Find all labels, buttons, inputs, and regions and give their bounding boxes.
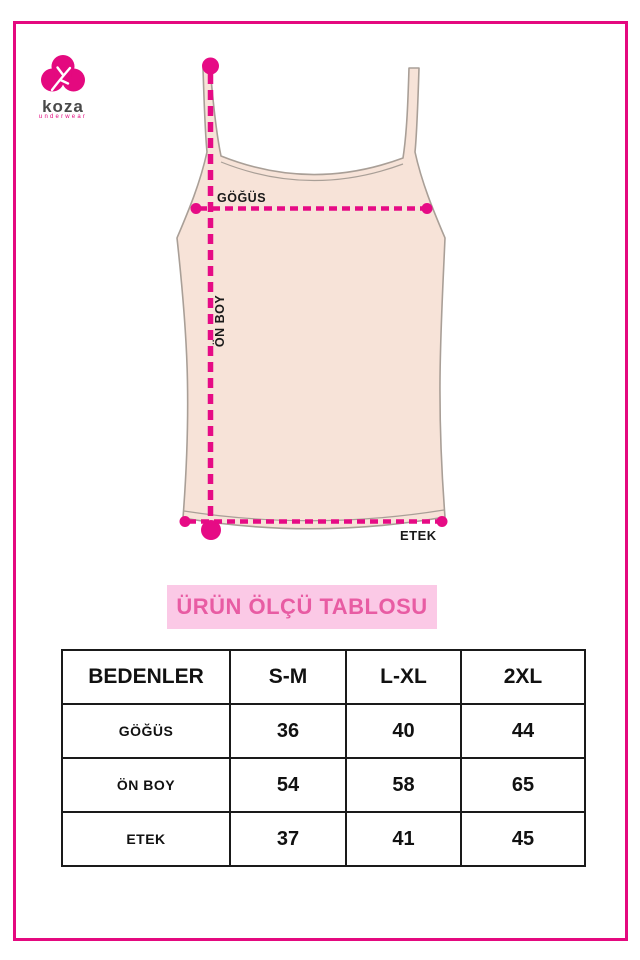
front-length-2xl: 65 <box>461 758 585 812</box>
header-2xl: 2XL <box>461 650 585 704</box>
garment-diagram <box>80 45 480 555</box>
row-label-front-length: ÖN BOY <box>62 758 230 812</box>
hem-s-m: 37 <box>230 812 346 866</box>
hem-left-dot <box>180 516 191 527</box>
chest-label: GÖĞÜS <box>217 191 267 205</box>
title-banner <box>167 585 437 629</box>
chest-right-dot <box>422 203 433 214</box>
row-label-hem: ETEK <box>62 812 230 866</box>
table-header-row <box>62 650 585 704</box>
front-length-top-dot <box>202 58 219 75</box>
table-row-front-length <box>62 758 585 812</box>
table-row-chest <box>62 704 585 758</box>
hem-label: ETEK <box>400 528 437 543</box>
hem-2xl: 45 <box>461 812 585 866</box>
front-length-label: ÖN BOY <box>213 294 227 348</box>
header-l-xl: L-XL <box>346 650 461 704</box>
size-table <box>61 649 586 867</box>
header-s-m: S-M <box>230 650 346 704</box>
page-title: ÜRÜN ÖLÇÜ TABLOSU <box>176 594 428 619</box>
header-bedenler: BEDENLER <box>62 650 230 704</box>
front-length-l-xl: 58 <box>346 758 461 812</box>
brand-tagline: underwear <box>38 114 88 120</box>
front-length-s-m: 54 <box>230 758 346 812</box>
chest-2xl: 44 <box>461 704 585 758</box>
row-label-chest: GÖĞÜS <box>62 704 230 758</box>
brand-name: koza <box>42 97 84 116</box>
chest-l-xl: 40 <box>346 704 461 758</box>
table-row-hem <box>62 812 585 866</box>
hem-l-xl: 41 <box>346 812 461 866</box>
chest-s-m: 36 <box>230 704 346 758</box>
chest-left-dot <box>191 203 202 214</box>
hem-right-dot <box>437 516 448 527</box>
